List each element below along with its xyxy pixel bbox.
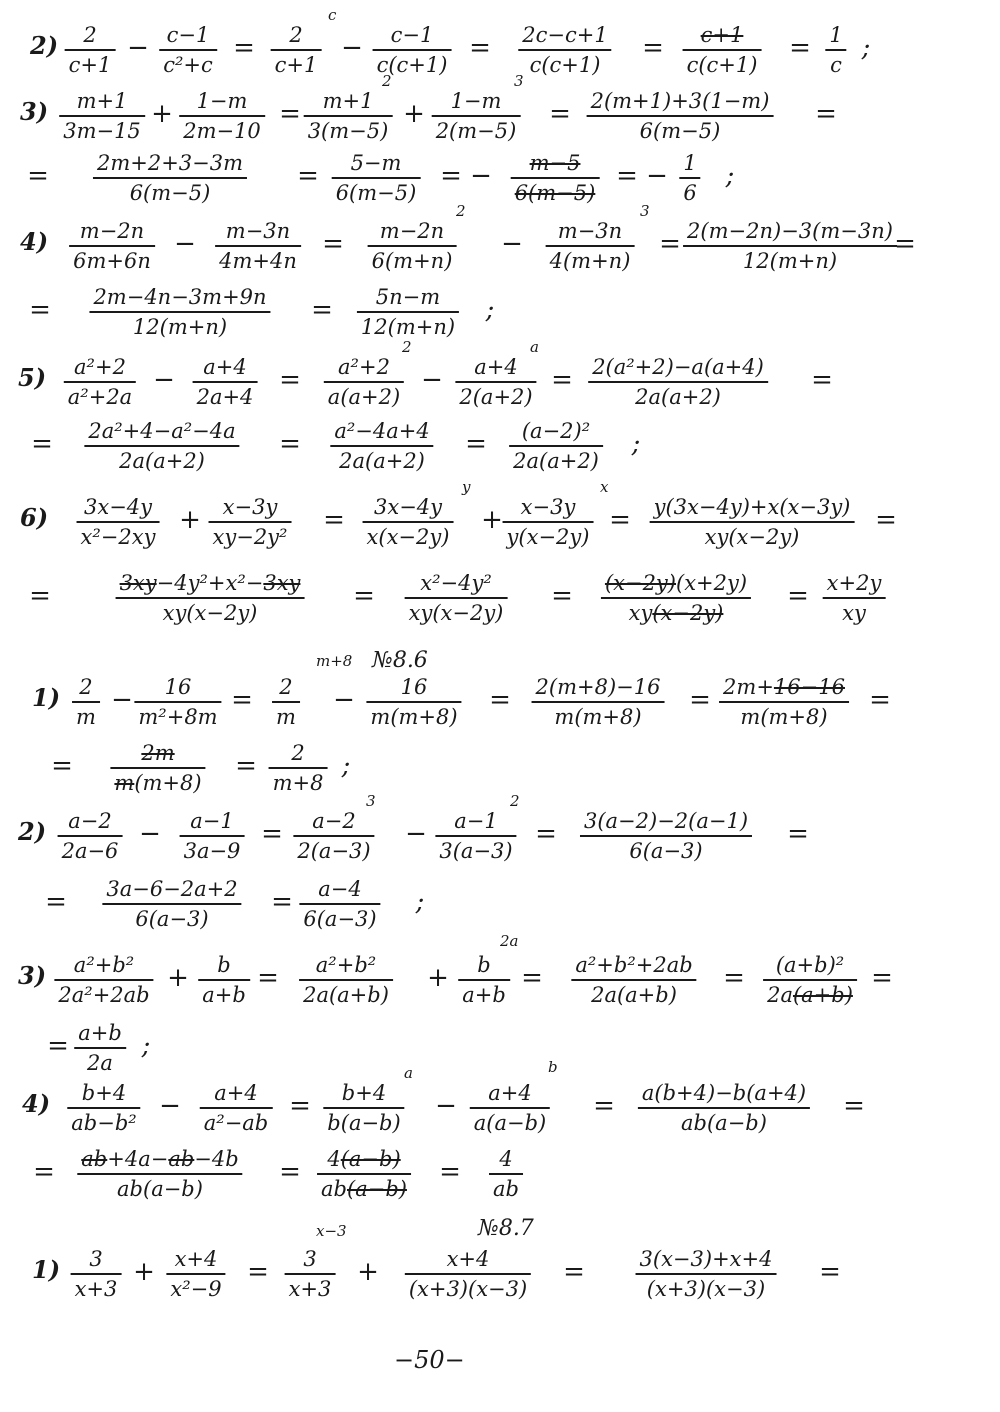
equals-sign: = <box>593 1091 615 1121</box>
extra-factor: a <box>530 338 539 356</box>
operator: + <box>179 505 201 535</box>
item-label: 6) <box>20 503 49 532</box>
extra-factor: b <box>548 1058 558 1076</box>
fraction: 3 x+3 <box>71 1246 122 1302</box>
fraction: 2(m+1)+3(1−m) 6(m−5) <box>587 88 774 144</box>
fraction: 2c−c+1 c(c+1) <box>518 22 611 78</box>
equals-sign: = <box>247 1257 269 1287</box>
equals-sign: = <box>261 819 283 849</box>
fraction: 16 m²+8m <box>134 674 221 730</box>
equals-sign: = <box>279 429 301 459</box>
fraction: 1 c <box>825 22 846 78</box>
fraction: 5−m 6(m−5) <box>332 150 421 206</box>
fraction: a+4 2a+4 <box>193 354 258 410</box>
fraction: 2(a²+2)−a(a+4) 2a(a+2) <box>588 354 768 410</box>
equals-sign: = <box>323 505 345 535</box>
extra-factor: x−3 <box>316 1222 347 1240</box>
semicolon: ; <box>341 751 351 781</box>
operator: − <box>421 365 443 395</box>
fraction: m+1 3m−15 <box>59 88 145 144</box>
fraction: a²+2 a(a+2) <box>324 354 404 410</box>
fraction: 2 m+8 <box>269 740 328 796</box>
equals-sign: = <box>233 33 255 63</box>
extra-factor: 2 <box>402 338 412 356</box>
semicolon: ; <box>725 161 735 191</box>
fraction: a²+b² 2a²+2ab <box>54 952 153 1008</box>
equals-sign: = <box>439 1157 461 1187</box>
fraction: x−3y xy−2y² <box>209 494 292 550</box>
fraction: 2m m(m+8) <box>110 740 205 796</box>
equals-sign: = <box>289 1091 311 1121</box>
equals-sign: = <box>609 505 631 535</box>
fraction: a+4 a²−ab <box>200 1080 273 1136</box>
fraction: x−3y y(x−2y) <box>503 494 594 550</box>
semicolon: ; <box>631 429 641 459</box>
extra-factor: 3 <box>640 202 650 220</box>
semicolon: ; <box>485 295 495 325</box>
item-label: 4) <box>22 1089 51 1118</box>
equals-sign: = <box>31 429 53 459</box>
fraction: 2 m <box>272 674 300 730</box>
fraction: 2 c+1 <box>65 22 116 78</box>
fraction: m−3n 4m+4n <box>215 218 301 274</box>
fraction: a+4 2(a+2) <box>455 354 536 410</box>
fraction: a²+b²+2ab 2a(a+b) <box>571 952 696 1008</box>
item-label: 1) <box>32 683 61 712</box>
fraction: (a+b)² 2a(a+b) <box>763 952 857 1008</box>
equals-sign: = <box>787 819 809 849</box>
operator: − <box>435 1091 457 1121</box>
item-label: 3) <box>18 961 47 990</box>
operator: − <box>139 819 161 849</box>
equals-sign: = <box>551 365 573 395</box>
fraction: y(3x−4y)+x(x−3y) xy(x−2y) <box>650 494 855 550</box>
equals-sign: = <box>659 229 681 259</box>
fraction: a−1 3a−9 <box>180 808 245 864</box>
operator: − <box>333 685 355 715</box>
fraction: 2(m+8)−16 m(m+8) <box>532 674 665 730</box>
extra-factor: c <box>328 6 337 24</box>
equals-sign: = <box>235 751 257 781</box>
equals-sign: = <box>549 99 571 129</box>
equals-sign: = <box>322 229 344 259</box>
fraction: m−2n 6m+6n <box>69 218 155 274</box>
equals-sign: = <box>279 99 301 129</box>
operator: − <box>159 1091 181 1121</box>
extra-factor: 3 <box>366 792 376 810</box>
fraction: b+4 b(a−b) <box>323 1080 404 1136</box>
equals-sign: = <box>271 887 293 917</box>
operator: − <box>153 365 175 395</box>
exercise-heading: №8.6 <box>372 648 428 673</box>
fraction: a+b 2a <box>74 1020 126 1076</box>
fraction: x²−4y² xy(x−2y) <box>405 570 508 626</box>
equals-sign: = <box>29 581 51 611</box>
semicolon: ; <box>861 33 871 63</box>
page-number: −50− <box>394 1346 465 1374</box>
equals-sign: = <box>465 429 487 459</box>
fraction: 4(a−b) ab(a−b) <box>317 1146 411 1202</box>
operator: − <box>111 685 133 715</box>
extra-factor: y <box>462 478 471 496</box>
equals-sign: = <box>51 751 73 781</box>
fraction: c−1 c(c+1) <box>373 22 452 78</box>
equals-sign: = <box>789 33 811 63</box>
equals-sign: = <box>489 685 511 715</box>
fraction: 2(m−2n)−3(m−3n) 12(m+n) <box>683 218 897 274</box>
fraction: m−2n 6(m+n) <box>368 218 457 274</box>
extra-factor: 2 <box>510 792 520 810</box>
operator: − <box>174 229 196 259</box>
fraction: 5n−m 12(m+n) <box>357 284 459 340</box>
exercise-heading: №8.7 <box>478 1216 534 1241</box>
fraction: a²+2 a²+2a <box>64 354 136 410</box>
equals-sign: = <box>297 161 319 191</box>
fraction: 3(a−2)−2(a−1) 6(a−3) <box>580 808 752 864</box>
equals-sign: = <box>279 1157 301 1187</box>
item-label: 3) <box>20 97 49 126</box>
fraction: 2m+16−16 m(m+8) <box>719 674 849 730</box>
fraction: a−2 2a−6 <box>58 808 123 864</box>
operator: + <box>427 963 449 993</box>
operator: − <box>405 819 427 849</box>
fraction: a−2 2(a−3) <box>293 808 374 864</box>
fraction: b a+b <box>458 952 510 1008</box>
equals-sign: = <box>787 581 809 611</box>
extra-factor: 2a <box>500 932 519 950</box>
equals-sign: = <box>29 295 51 325</box>
fraction: c−1 c²+c <box>159 22 217 78</box>
extra-factor: 2 <box>456 202 466 220</box>
fraction: ab+4a−ab−4b ab(a−b) <box>77 1146 242 1202</box>
semicolon: ; <box>415 887 425 917</box>
equals-sign: = <box>231 685 253 715</box>
extra-factor: a <box>404 1064 413 1082</box>
equals-sign: = <box>894 229 916 259</box>
operator: − <box>341 33 363 63</box>
fraction: x+2y xy <box>823 570 886 626</box>
fraction: a+4 a(a−b) <box>470 1080 550 1136</box>
operator: + <box>151 99 173 129</box>
operator: + <box>481 505 503 535</box>
fraction: c+1 c(c+1) <box>683 22 762 78</box>
operator: + <box>403 99 425 129</box>
fraction: 3a−6−2a+2 6(a−3) <box>102 876 241 932</box>
equals-sign: = <box>257 963 279 993</box>
item-label: 2) <box>18 817 47 846</box>
equals-sign: = <box>33 1157 55 1187</box>
equals-sign: = <box>819 1257 841 1287</box>
equals-sign: = <box>469 33 491 63</box>
fraction: 2a²+4−a²−4a 2a(a+2) <box>84 418 239 474</box>
item-label: 1) <box>32 1255 61 1284</box>
equals-sign: = <box>723 963 745 993</box>
fraction: 2m+2+3−3m 6(m−5) <box>93 150 247 206</box>
fraction: 3x−4y x²−2xy <box>77 494 160 550</box>
equals-sign: = <box>563 1257 585 1287</box>
fraction: m+1 3(m−5) <box>304 88 393 144</box>
equals-sign: = <box>875 505 897 535</box>
fraction: (x−2y)(x+2y) xy(x−2y) <box>601 570 751 626</box>
operator: − <box>127 33 149 63</box>
equals-sign: = <box>521 963 543 993</box>
extra-factor: 3 <box>514 72 524 90</box>
fraction: 3x−4y x(x−2y) <box>363 494 454 550</box>
fraction: m−3n 4(m+n) <box>546 218 635 274</box>
equals-sign: = <box>279 365 301 395</box>
fraction: 4 ab <box>489 1146 523 1202</box>
equals-sign: = <box>551 581 573 611</box>
equals-sign: = <box>45 887 67 917</box>
fraction: b a+b <box>198 952 250 1008</box>
fraction: a−4 6(a−3) <box>299 876 380 932</box>
extra-factor: x <box>600 478 609 496</box>
fraction: 3 x+3 <box>285 1246 336 1302</box>
fraction: 3(x−3)+x+4 (x+3)(x−3) <box>636 1246 777 1302</box>
extra-factor: 2 <box>382 72 392 90</box>
equals-sign: = <box>871 963 893 993</box>
semicolon: ; <box>141 1031 151 1061</box>
operator: + <box>357 1257 379 1287</box>
equals-sign: = <box>311 295 333 325</box>
equals-sign: = <box>811 365 833 395</box>
fraction: x+4 (x+3)(x−3) <box>405 1246 531 1302</box>
fraction: 3xy−4y²+x²−3xy xy(x−2y) <box>116 570 305 626</box>
fraction: 1 6 <box>679 150 700 206</box>
equals-sign: = <box>815 99 837 129</box>
fraction: a(b+4)−b(a+4) ab(a−b) <box>638 1080 810 1136</box>
fraction: (a−2)² 2a(a+2) <box>509 418 603 474</box>
item-label: 4) <box>20 227 49 256</box>
equals-sign: = <box>27 161 49 191</box>
fraction: 2 c+1 <box>271 22 322 78</box>
equals-sign: = <box>535 819 557 849</box>
operator: + <box>133 1257 155 1287</box>
fraction: b+4 ab−b² <box>67 1080 140 1136</box>
extra-factor: m+8 <box>316 652 353 670</box>
fraction: 2m−4n−3m+9n 12(m+n) <box>89 284 270 340</box>
fraction: 1−m 2m−10 <box>179 88 265 144</box>
equals-sign: = <box>843 1091 865 1121</box>
fraction: x+4 x²−9 <box>166 1246 225 1302</box>
operator: + <box>167 963 189 993</box>
item-label: 5) <box>18 363 47 392</box>
fraction: 1−m 2(m−5) <box>432 88 521 144</box>
equals-sign: = − <box>616 161 668 191</box>
fraction: m−5 6(m−5) <box>511 150 600 206</box>
operator: − <box>501 229 523 259</box>
fraction: a²−4a+4 2a(a+2) <box>330 418 433 474</box>
fraction: a−1 3(a−3) <box>435 808 516 864</box>
equals-sign: = <box>47 1031 69 1061</box>
equals-sign: = <box>869 685 891 715</box>
equals-sign: = <box>689 685 711 715</box>
equals-sign: = <box>642 33 664 63</box>
fraction: 2 m <box>72 674 100 730</box>
equals-sign: = <box>353 581 375 611</box>
item-label: 2) <box>30 31 59 60</box>
fraction: a²+b² 2a(a+b) <box>299 952 393 1008</box>
fraction: 16 m(m+8) <box>366 674 461 730</box>
equals-sign: = − <box>440 161 492 191</box>
